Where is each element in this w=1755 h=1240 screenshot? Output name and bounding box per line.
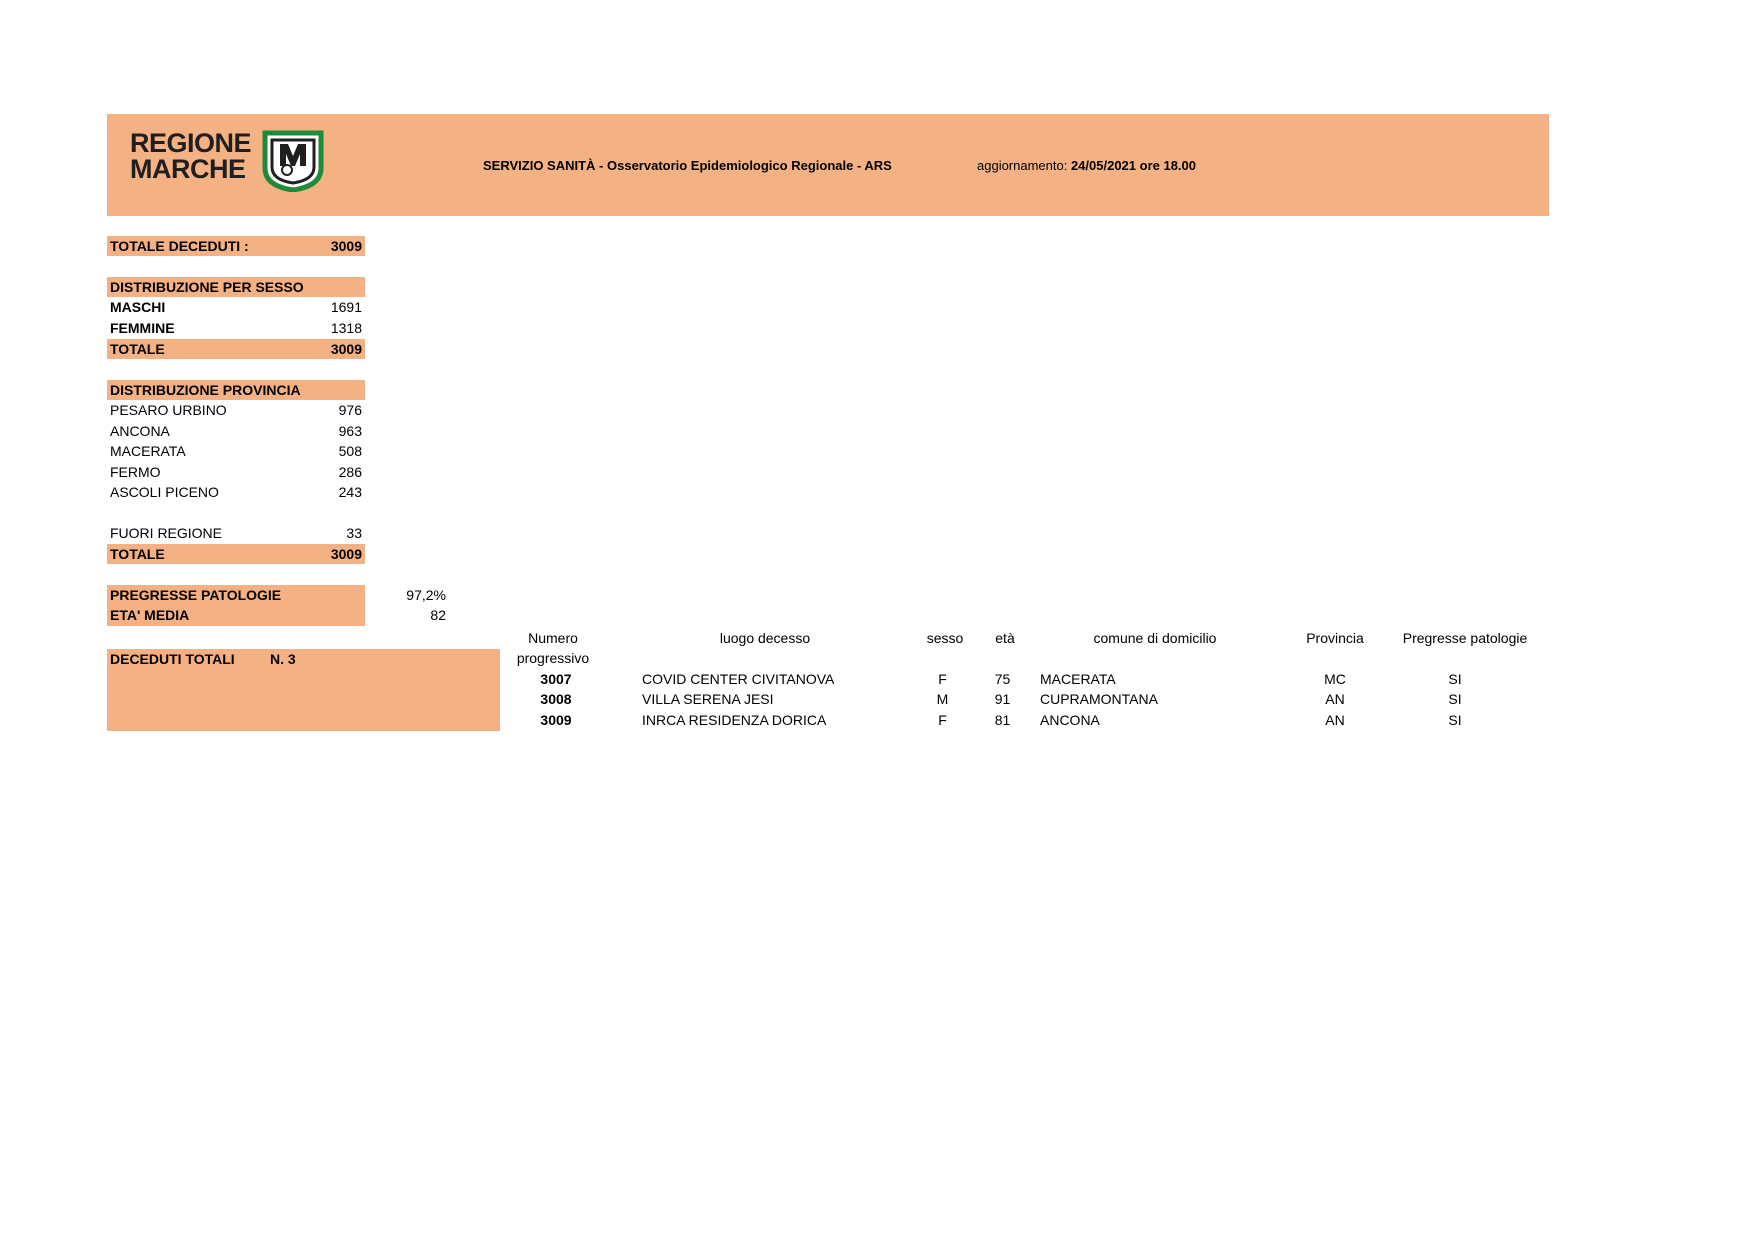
femmine-row [107,318,365,338]
logo-line-2: MARCHE [130,154,246,184]
patologie-label: PREGRESSE PATOLOGIE [110,587,282,603]
provincia-value: 508 [338,443,362,459]
header-luogo: luogo decesso [719,630,811,646]
cell-provincia: AN [1325,691,1345,707]
eta-media-label: ETA' MEDIA [110,607,190,623]
header-comune: comune di domicilio [1093,630,1217,646]
sesso-title: DISTRIBUZIONE PER SESSO [110,279,304,295]
sesso-totale-row [107,339,365,359]
deceduti-totali-box [107,649,500,731]
sesso-title-row [107,277,365,297]
provincia-row [107,482,365,502]
totale-deceduti-label: TOTALE DECEDUTI : [110,238,249,254]
update-value: 24/05/2021 ore 18.00 [1070,158,1197,173]
provincia-value: 243 [338,484,362,500]
header-patologie: Pregresse patologie [1402,630,1528,646]
provincia-label: ANCONA [110,423,170,439]
provincia-row [107,462,365,482]
cell-luogo: COVID CENTER CIVITANOVA [642,671,835,687]
header-numero-line-1: Numero [528,630,578,646]
patologie-block [107,585,365,626]
cell-numero: 3007 [540,671,572,687]
header-sesso: sesso [926,630,964,646]
cell-eta: 81 [994,712,1011,728]
maschi-value: 1691 [330,299,362,315]
provincia-title: DISTRIBUZIONE PROVINCIA [110,382,301,398]
cell-sesso: F [938,712,947,728]
cell-luogo: INRCA RESIDENZA DORICA [642,712,827,728]
provincia-value: 286 [338,464,362,480]
provincia-row [107,441,365,461]
update-info [977,158,1196,173]
eta-media-value: 82 [430,607,446,623]
fuori-regione-row [107,523,365,543]
cell-comune: CUPRAMONTANA [1040,691,1158,707]
sesso-totale-label: TOTALE [110,341,165,357]
cell-numero: 3008 [540,691,572,707]
provincia-label: ASCOLI PICENO [110,484,219,500]
provincia-label: FERMO [110,464,161,480]
provincia-totale-label: TOTALE [110,546,165,562]
cell-luogo: VILLA SERENA JESI [642,691,774,707]
regione-marche-emblem-icon [262,130,324,192]
cell-patologie: SI [1448,691,1462,707]
provincia-value: 963 [338,423,362,439]
cell-eta: 75 [994,671,1011,687]
sesso-totale-value: 3009 [330,341,362,357]
header-numero [508,628,598,668]
cell-provincia: AN [1325,712,1345,728]
patologie-value: 97,2% [406,587,446,603]
cell-comune: ANCONA [1040,712,1100,728]
regione-marche-logo [130,130,330,192]
cell-provincia: MC [1324,671,1346,687]
provincia-totale-value: 3009 [330,546,362,562]
deceduti-totali-count: N. 3 [270,651,296,667]
femmine-value: 1318 [330,320,362,336]
cell-patologie: SI [1448,671,1462,687]
service-title: SERVIZIO SANITÀ - Osservatorio Epidemiologico Regionale - ARS [483,158,892,173]
provincia-row [107,421,365,441]
femmine-label: FEMMINE [110,320,175,336]
header-eta: età [995,630,1015,646]
provincia-label: PESARO URBINO [110,402,227,418]
cell-eta: 91 [994,691,1011,707]
logo-line-1: REGIONE [130,128,252,158]
provincia-value: 976 [338,402,362,418]
totale-deceduti-row [107,236,365,256]
cell-sesso: F [938,671,947,687]
deceduti-totali-label: DECEDUTI TOTALI [110,651,235,667]
cell-sesso: M [936,691,949,707]
provincia-row [107,400,365,420]
provincia-title-row [107,380,365,400]
totale-deceduti-value: 3009 [330,238,362,254]
cell-comune: MACERATA [1040,671,1116,687]
header-numero-line-2: progressivo [516,650,590,666]
provincia-totale-row [107,544,365,564]
maschi-label: MASCHI [110,299,166,315]
provincia-label: MACERATA [110,443,186,459]
header-provincia: Provincia [1306,630,1364,646]
fuori-regione-value: 33 [346,525,362,541]
fuori-regione-label: FUORI REGIONE [110,525,223,541]
cell-numero: 3009 [540,712,572,728]
update-label: aggiornamento: [977,158,1071,173]
cell-patologie: SI [1448,712,1462,728]
maschi-row [107,297,365,317]
